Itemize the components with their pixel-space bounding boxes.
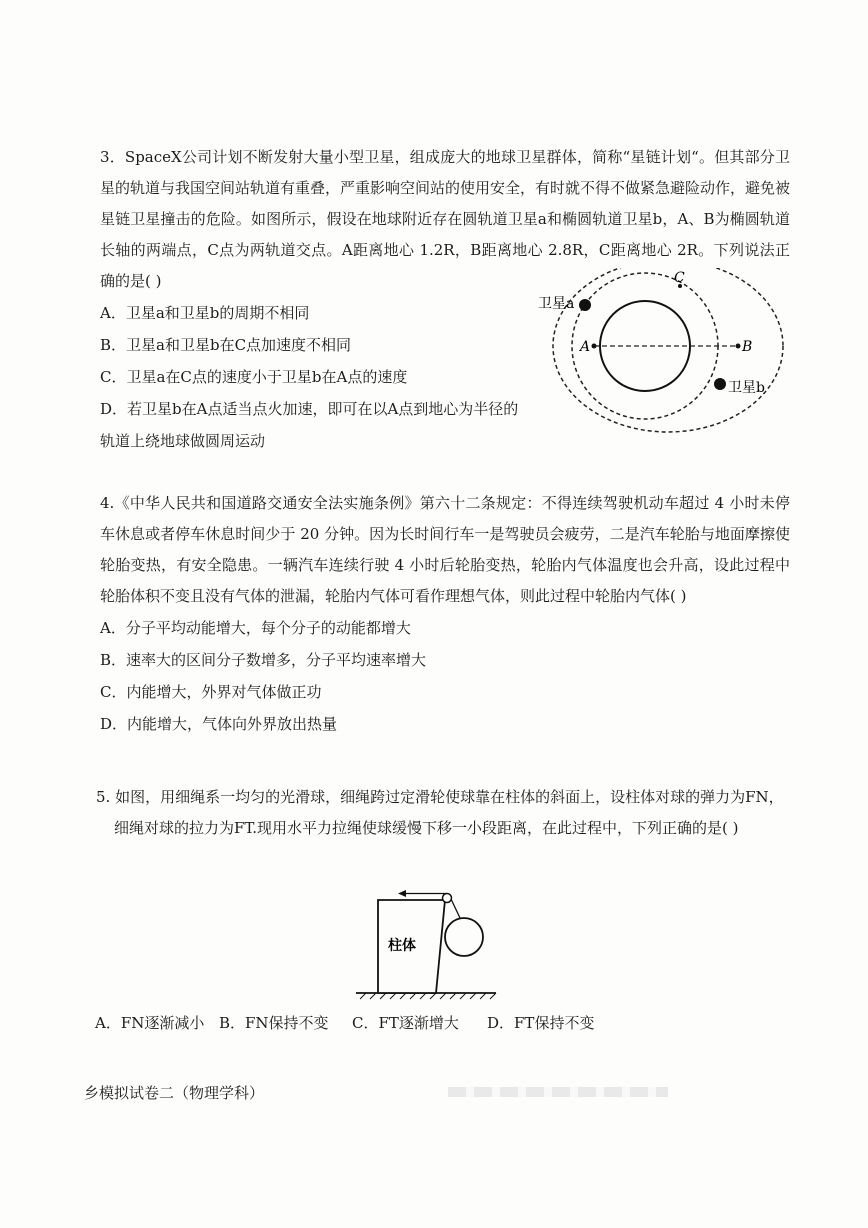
ball	[445, 918, 483, 956]
question-3-stem: 3．SpaceX公司计划不断发射大量小型卫星，组成庞大的地球卫星群体，简称“星链计划“。但其部分卫星的轨道与我国空间站轨道有重叠，严重影响空间站的使用安全，有时就不得不做紧急避险动作，避免被星链卫星撞击的危险。如图所示，假设在地球附近存在圆轨道卫星a和椭圆轨道卫星b，A、B为椭圆轨道长轴的两端点，C点为两轨道交点。A距离地心 1.2R，B距离地心 2.8R，C距离地心 2R。下列说法正确的是( )	[100, 148, 791, 290]
question-5-stem-line-2: 细绳对球的拉力为FT.现用水平力拉绳使球缓慢下移一小段距离，在此过程中，下列正确的是( )	[114, 819, 739, 837]
question-3-option-d: D．若卫星b在A点适当点火加速，即可在以A点到地心为半径的轨道上绕地球做圆周运动	[100, 400, 519, 450]
question-4-option-c: C．内能增大，外界对气体做正功	[100, 683, 322, 701]
satellite-a-label: 卫星a	[538, 296, 575, 312]
question-5-option-d: D．FT保持不变	[487, 1014, 595, 1032]
question-4	[100, 488, 790, 740]
ground-hatching	[360, 993, 496, 999]
point-a-label: A	[580, 339, 591, 355]
question-5-stem	[96, 782, 796, 844]
pulley	[443, 894, 452, 903]
question-3-option-b: B．卫星a和卫星b在C点加速度不相同	[100, 336, 352, 354]
question-4-option-a: A．分子平均动能增大，每个分子的动能都增大	[100, 619, 411, 637]
point-b-label: B	[742, 339, 753, 355]
question-5-stem-line-1: 5. 如图，用细绳系一均匀的光滑球，细绳跨过定滑轮使球靠在柱体的斜面上，设柱体对球的弹力为FN，	[96, 788, 784, 806]
question-3-option-a: A．卫星a和卫星b的周期不相同	[100, 304, 310, 322]
scan-smudge	[448, 1087, 668, 1097]
pillar-label: 柱体	[388, 938, 416, 954]
satellite-b-dot	[714, 378, 726, 390]
question-4-option-b: B．速率大的区间分子数增多，分子平均速率增大	[100, 651, 427, 669]
orbit-figure	[528, 268, 790, 438]
question-3-option-c: C．卫星a在C点的速度小于卫星b在A点的速度	[100, 368, 408, 386]
rope-down	[451, 899, 460, 918]
pull-arrow	[398, 890, 406, 897]
satellite-b-label: 卫星b	[728, 380, 765, 396]
question-5	[96, 782, 796, 844]
question-5-option-a: A．FN逐渐减小	[95, 1014, 205, 1032]
point-a-dot	[592, 344, 597, 349]
point-c-label: C	[674, 270, 685, 286]
question-5-option-c: C．FT逐渐增大	[352, 1014, 459, 1032]
question-4-option-d: D．内能增大，气体向外界放出热量	[100, 715, 338, 733]
question-5-option-b: B．FN保持不变	[219, 1014, 329, 1032]
satellite-a-dot	[579, 299, 591, 311]
point-b-dot	[736, 344, 741, 349]
question-4-stem: 4.《中华人民共和国道路交通安全法实施条例》第六十二条规定：不得连续驾驶机动车超过 4 小时未停车休息或者停车休息时间少于 20 分钟。因为长时间行车一是驾驶员会疲劳，二是汽车轮胎与地面摩擦使轮胎变热，有安全隐患。一辆汽车连续行驶 4 小时后轮胎变热，轮胎内气体温度也会升高，设此过程中轮胎体积不变且没有气体的泄漏，轮胎内气体可看作理想气体，则此过程中轮胎内气体( )	[100, 494, 790, 605]
pillar-ball-figure	[350, 882, 500, 1000]
page-footer: 乡模拟试卷二（物理学科）	[84, 1084, 265, 1102]
question-3-options	[100, 297, 520, 457]
